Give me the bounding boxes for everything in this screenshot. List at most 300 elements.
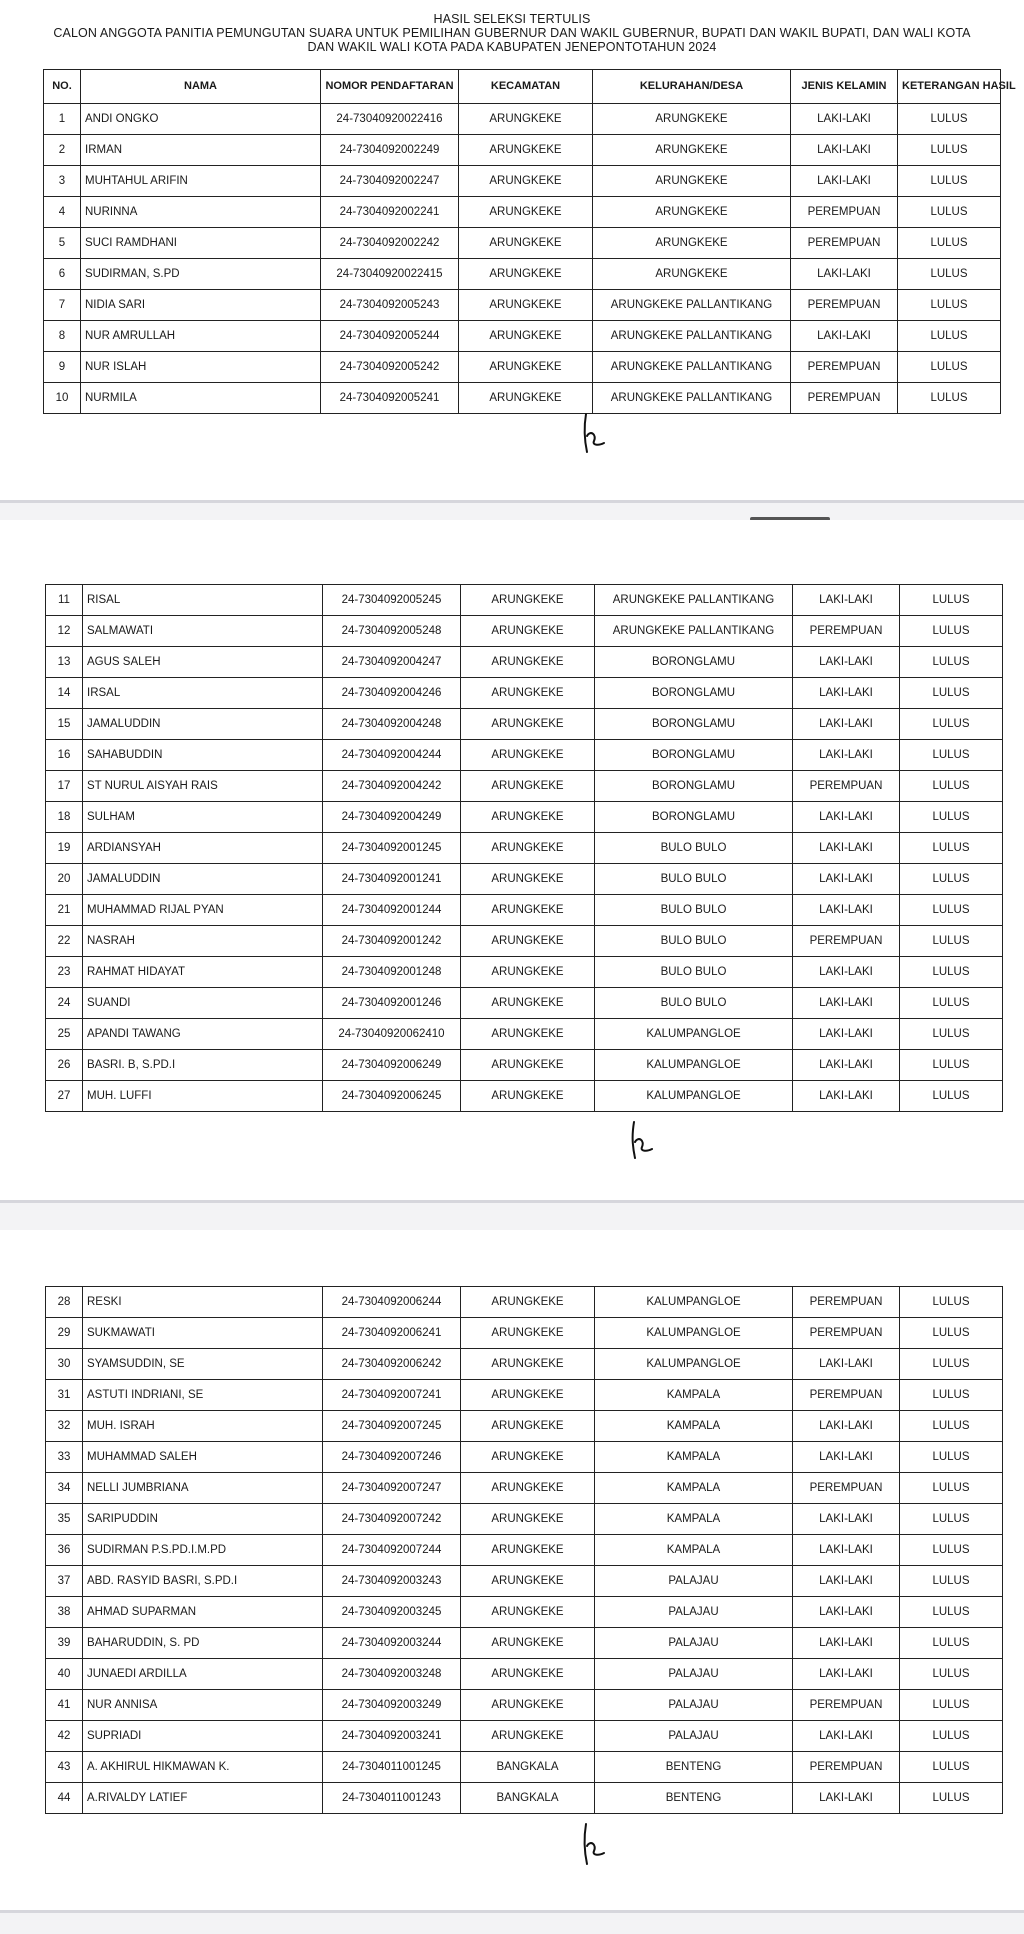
table-row [44,197,1001,228]
initial-signature-3 [580,1822,610,1868]
cell-no: 27 [46,1081,83,1112]
cell-nama: IRSAL [83,678,323,709]
cell-keterangan-hasil: LULUS [900,1690,1003,1721]
cell-nama: JAMALUDDIN [83,864,323,895]
cell-kelurahan-desa: BORONGLAMU [595,678,793,709]
cell-jenis-kelamin: LAKI-LAKI [793,1504,900,1535]
cell-nama: SUKMAWATI [83,1318,323,1349]
cell-no: 16 [46,740,83,771]
cell-kecamatan: ARUNGKEKE [461,1597,595,1628]
document-page-2 [0,520,1024,1200]
cell-kecamatan: ARUNGKEKE [461,1535,595,1566]
cell-nama: NIDIA SARI [81,290,321,321]
cell-nama: MUHAMMAD RIJAL PYAN [83,895,323,926]
cell-nomor-pendaftaran: 24-7304092001245 [323,833,461,864]
cell-nama: ASTUTI INDRIANI, SE [83,1380,323,1411]
cell-jenis-kelamin: LAKI-LAKI [793,957,900,988]
cell-no: 14 [46,678,83,709]
cell-jenis-kelamin: PEREMPUAN [793,1690,900,1721]
cell-jenis-kelamin: LAKI-LAKI [793,585,900,616]
cell-no: 30 [46,1349,83,1380]
cell-no: 10 [44,383,81,414]
cell-keterangan-hasil: LULUS [900,895,1003,926]
cell-kecamatan: ARUNGKEKE [459,104,593,135]
col-header-kecamatan: KECAMATAN [459,70,593,104]
cell-no: 33 [46,1442,83,1473]
cell-keterangan-hasil: LULUS [900,1659,1003,1690]
cell-keterangan-hasil: LULUS [900,647,1003,678]
cell-nomor-pendaftaran: 24-7304092003248 [323,1659,461,1690]
cell-kecamatan: ARUNGKEKE [459,166,593,197]
table-row [46,1019,1003,1050]
cell-jenis-kelamin: LAKI-LAKI [793,1783,900,1814]
cell-nama: AGUS SALEH [83,647,323,678]
cell-jenis-kelamin: LAKI-LAKI [793,678,900,709]
cell-nomor-pendaftaran: 24-7304092006242 [323,1349,461,1380]
cell-no: 28 [46,1287,83,1318]
table-row [46,1535,1003,1566]
cell-no: 22 [46,926,83,957]
cell-no: 15 [46,709,83,740]
cell-jenis-kelamin: PEREMPUAN [793,1473,900,1504]
cell-nama: JAMALUDDIN [83,709,323,740]
col-header-nomor-pendaftaran: NOMOR PENDAFTARAN [321,70,459,104]
cell-nomor-pendaftaran: 24-7304092003245 [323,1597,461,1628]
cell-nomor-pendaftaran: 24-7304092003243 [323,1566,461,1597]
document-header [0,12,1024,54]
cell-kelurahan-desa: KALUMPANGLOE [595,1287,793,1318]
cell-nama: ABD. RASYID BASRI, S.PD.I [83,1566,323,1597]
table-header-row [44,70,1001,104]
cell-nomor-pendaftaran: 24-7304092004248 [323,709,461,740]
cell-keterangan-hasil: LULUS [898,135,1001,166]
cell-kecamatan: ARUNGKEKE [459,197,593,228]
cell-kelurahan-desa: BULO BULO [595,988,793,1019]
cell-kecamatan: ARUNGKEKE [459,259,593,290]
cell-jenis-kelamin: LAKI-LAKI [793,1659,900,1690]
cell-kelurahan-desa: ARUNGKEKE PALLANTIKANG [593,321,791,352]
cell-kelurahan-desa: KALUMPANGLOE [595,1050,793,1081]
cell-no: 36 [46,1535,83,1566]
cell-no: 31 [46,1380,83,1411]
col-header-no: NO. [44,70,81,104]
cell-nama: NASRAH [83,926,323,957]
cell-kelurahan-desa: BULO BULO [595,833,793,864]
cell-jenis-kelamin: LAKI-LAKI [791,135,898,166]
table-row [46,833,1003,864]
cell-jenis-kelamin: LAKI-LAKI [793,1566,900,1597]
cell-no: 25 [46,1019,83,1050]
table-row [46,1050,1003,1081]
cell-nomor-pendaftaran: 24-7304092001241 [323,864,461,895]
cell-nama: BAHARUDDIN, S. PD [83,1628,323,1659]
cell-keterangan-hasil: LULUS [900,1535,1003,1566]
cell-nama: SARIPUDDIN [83,1504,323,1535]
cell-jenis-kelamin: LAKI-LAKI [793,988,900,1019]
table-row [46,864,1003,895]
results-table-page-3 [45,1286,1003,1814]
cell-no: 19 [46,833,83,864]
cell-nomor-pendaftaran: 24-7304092001248 [323,957,461,988]
cell-keterangan-hasil: LULUS [900,1349,1003,1380]
cell-nama: NURINNA [81,197,321,228]
cell-no: 29 [46,1318,83,1349]
cell-kelurahan-desa: ARUNGKEKE [593,135,791,166]
cell-keterangan-hasil: LULUS [900,802,1003,833]
table-row [46,585,1003,616]
cell-nama: MUHTAHUL ARIFIN [81,166,321,197]
cell-kelurahan-desa: BORONGLAMU [595,740,793,771]
table-row [44,104,1001,135]
cell-kecamatan: ARUNGKEKE [461,1349,595,1380]
cell-keterangan-hasil: LULUS [898,383,1001,414]
cell-kecamatan: ARUNGKEKE [461,1019,595,1050]
cell-nomor-pendaftaran: 24-7304092007242 [323,1504,461,1535]
cell-keterangan-hasil: LULUS [900,1318,1003,1349]
cell-no: 41 [46,1690,83,1721]
cell-jenis-kelamin: LAKI-LAKI [793,1597,900,1628]
cell-kelurahan-desa: ARUNGKEKE PALLANTIKANG [595,585,793,616]
results-table-page-2 [45,584,1003,1112]
cell-nomor-pendaftaran: 24-7304092004246 [323,678,461,709]
cell-kelurahan-desa: KALUMPANGLOE [595,1081,793,1112]
cell-no: 20 [46,864,83,895]
cell-kecamatan: ARUNGKEKE [461,1318,595,1349]
cell-keterangan-hasil: LULUS [900,1411,1003,1442]
cell-nomor-pendaftaran: 24-73040920062410 [323,1019,461,1050]
cell-keterangan-hasil: LULUS [898,197,1001,228]
cell-kecamatan: ARUNGKEKE [459,352,593,383]
cell-no: 26 [46,1050,83,1081]
cell-nomor-pendaftaran: 24-7304092005243 [321,290,459,321]
cell-jenis-kelamin: LAKI-LAKI [793,895,900,926]
cell-jenis-kelamin: LAKI-LAKI [791,166,898,197]
cell-keterangan-hasil: LULUS [900,1752,1003,1783]
page-gap-3 [0,1910,1024,1934]
table-row [46,895,1003,926]
cell-nomor-pendaftaran: 24-7304092004244 [323,740,461,771]
cell-kecamatan: ARUNGKEKE [461,616,595,647]
table-row [46,1318,1003,1349]
cell-nomor-pendaftaran: 24-7304092005245 [323,585,461,616]
cell-kelurahan-desa: KAMPALA [595,1411,793,1442]
cell-kelurahan-desa: PALAJAU [595,1721,793,1752]
cell-jenis-kelamin: LAKI-LAKI [793,1050,900,1081]
cell-kelurahan-desa: ARUNGKEKE [593,228,791,259]
cell-nama: RAHMAT HIDAYAT [83,957,323,988]
cell-nama: SUPRIADI [83,1721,323,1752]
cell-keterangan-hasil: LULUS [900,585,1003,616]
cell-nomor-pendaftaran: 24-7304092006241 [323,1318,461,1349]
cell-nomor-pendaftaran: 24-7304092003241 [323,1721,461,1752]
cell-nomor-pendaftaran: 24-7304092002249 [321,135,459,166]
cell-keterangan-hasil: LULUS [900,1081,1003,1112]
cell-jenis-kelamin: LAKI-LAKI [793,1442,900,1473]
cell-kecamatan: ARUNGKEKE [461,864,595,895]
cell-nama: RESKI [83,1287,323,1318]
cell-kelurahan-desa: PALAJAU [595,1628,793,1659]
cell-jenis-kelamin: LAKI-LAKI [793,1535,900,1566]
cell-kelurahan-desa: BORONGLAMU [595,771,793,802]
table-row [46,1504,1003,1535]
cell-jenis-kelamin: LAKI-LAKI [793,1019,900,1050]
cell-keterangan-hasil: LULUS [900,864,1003,895]
cell-kecamatan: ARUNGKEKE [461,1050,595,1081]
cell-kelurahan-desa: BORONGLAMU [595,647,793,678]
cell-nomor-pendaftaran: 24-7304092001246 [323,988,461,1019]
cell-no: 37 [46,1566,83,1597]
col-header-nama: NAMA [81,70,321,104]
cell-no: 40 [46,1659,83,1690]
table-row [46,616,1003,647]
cell-no: 34 [46,1473,83,1504]
cell-kelurahan-desa: PALAJAU [595,1597,793,1628]
cell-kecamatan: ARUNGKEKE [461,895,595,926]
cell-nama: ST NURUL AISYAH RAIS [83,771,323,802]
cell-nama: ANDI ONGKO [81,104,321,135]
cell-kecamatan: ARUNGKEKE [459,135,593,166]
cell-kelurahan-desa: KALUMPANGLOE [595,1349,793,1380]
cell-jenis-kelamin: LAKI-LAKI [793,709,900,740]
table-row [44,228,1001,259]
cell-nomor-pendaftaran: 24-7304092007246 [323,1442,461,1473]
page-gap-1 [0,500,1024,520]
cell-kecamatan: ARUNGKEKE [461,988,595,1019]
cell-keterangan-hasil: LULUS [900,1783,1003,1814]
cell-nama: MUH. ISRAH [83,1411,323,1442]
cell-keterangan-hasil: LULUS [900,709,1003,740]
cell-kelurahan-desa: PALAJAU [595,1566,793,1597]
cell-keterangan-hasil: LULUS [900,1566,1003,1597]
cell-nama: JUNAEDI ARDILLA [83,1659,323,1690]
cell-nama: BASRI. B, S.PD.I [83,1050,323,1081]
cell-nomor-pendaftaran: 24-7304092001242 [323,926,461,957]
cell-nomor-pendaftaran: 24-7304092005241 [321,383,459,414]
cell-kecamatan: ARUNGKEKE [461,1659,595,1690]
cell-nama: NURMILA [81,383,321,414]
cell-kecamatan: ARUNGKEKE [461,1442,595,1473]
col-header-kelurahan-desa: KELURAHAN/DESA [593,70,791,104]
cell-no: 9 [44,352,81,383]
initial-signature-2 [628,1120,658,1162]
cell-nama: SUANDI [83,988,323,1019]
cell-jenis-kelamin: PEREMPUAN [791,352,898,383]
cell-nama: RISAL [83,585,323,616]
cell-keterangan-hasil: LULUS [900,771,1003,802]
cell-nama: SUCI RAMDHANI [81,228,321,259]
cell-nomor-pendaftaran: 24-7304092006245 [323,1081,461,1112]
table-row [46,957,1003,988]
cell-keterangan-hasil: LULUS [900,957,1003,988]
document-subtitle-line-2: DAN WAKIL WALI KOTA PADA KABUPATEN JENEPONTOTAHUN 2024 [307,40,717,54]
col-header-jenis-kelamin: JENIS KELAMIN [791,70,898,104]
table-row [44,290,1001,321]
cell-kelurahan-desa: ARUNGKEKE PALLANTIKANG [593,352,791,383]
cell-nomor-pendaftaran: 24-7304092006244 [323,1287,461,1318]
cell-keterangan-hasil: LULUS [900,1721,1003,1752]
cell-kelurahan-desa: KAMPALA [595,1380,793,1411]
cell-jenis-kelamin: PEREMPUAN [793,1318,900,1349]
cell-no: 21 [46,895,83,926]
table-row [46,1659,1003,1690]
cell-keterangan-hasil: LULUS [900,1287,1003,1318]
cell-nama: SAHABUDDIN [83,740,323,771]
cell-jenis-kelamin: LAKI-LAKI [793,1628,900,1659]
table-row [44,135,1001,166]
cell-kecamatan: ARUNGKEKE [461,585,595,616]
cell-kecamatan: ARUNGKEKE [459,228,593,259]
cell-nomor-pendaftaran: 24-7304092004242 [323,771,461,802]
cell-nomor-pendaftaran: 24-7304092007241 [323,1380,461,1411]
table-row [44,259,1001,290]
cell-no: 12 [46,616,83,647]
cell-kecamatan: ARUNGKEKE [461,802,595,833]
cell-keterangan-hasil: LULUS [900,926,1003,957]
table-row [46,926,1003,957]
table-row [46,1690,1003,1721]
cell-no: 8 [44,321,81,352]
cell-nama: AHMAD SUPARMAN [83,1597,323,1628]
cell-jenis-kelamin: PEREMPUAN [793,1287,900,1318]
cell-nama: IRMAN [81,135,321,166]
cell-kecamatan: ARUNGKEKE [461,1081,595,1112]
table-row [46,1721,1003,1752]
cell-nama: A.RIVALDY LATIEF [83,1783,323,1814]
cell-keterangan-hasil: LULUS [898,166,1001,197]
cell-kecamatan: ARUNGKEKE [461,1287,595,1318]
table-row [46,1566,1003,1597]
document-page-3 [0,1230,1024,1910]
cell-nomor-pendaftaran: 24-7304092002241 [321,197,459,228]
cell-keterangan-hasil: LULUS [898,228,1001,259]
table-row [46,1287,1003,1318]
cell-kelurahan-desa: KAMPALA [595,1442,793,1473]
cell-jenis-kelamin: PEREMPUAN [791,197,898,228]
cell-kelurahan-desa: ARUNGKEKE [593,104,791,135]
cell-kelurahan-desa: ARUNGKEKE PALLANTIKANG [593,290,791,321]
cell-keterangan-hasil: LULUS [900,1628,1003,1659]
table-row [46,771,1003,802]
table-row [46,647,1003,678]
cell-keterangan-hasil: LULUS [900,988,1003,1019]
cell-jenis-kelamin: LAKI-LAKI [793,864,900,895]
cell-nama: NUR ANNISA [83,1690,323,1721]
table-row [46,988,1003,1019]
cell-no: 3 [44,166,81,197]
cell-no: 13 [46,647,83,678]
cell-jenis-kelamin: PEREMPUAN [793,616,900,647]
cell-kecamatan: ARUNGKEKE [461,1721,595,1752]
cell-kelurahan-desa: ARUNGKEKE [593,197,791,228]
cell-nama: ARDIANSYAH [83,833,323,864]
cell-no: 6 [44,259,81,290]
cell-nomor-pendaftaran: 24-7304092003244 [323,1628,461,1659]
cell-nomor-pendaftaran: 24-7304092004249 [323,802,461,833]
cell-kelurahan-desa: ARUNGKEKE PALLANTIKANG [593,383,791,414]
cell-keterangan-hasil: LULUS [900,616,1003,647]
cell-kelurahan-desa: PALAJAU [595,1659,793,1690]
cell-kecamatan: ARUNGKEKE [461,1473,595,1504]
cell-jenis-kelamin: LAKI-LAKI [793,1721,900,1752]
table-row [46,740,1003,771]
cell-jenis-kelamin: PEREMPUAN [791,383,898,414]
cell-nama: SYAMSUDDIN, SE [83,1349,323,1380]
cell-kelurahan-desa: BULO BULO [595,864,793,895]
cell-keterangan-hasil: LULUS [900,740,1003,771]
table-row [46,709,1003,740]
cell-kecamatan: ARUNGKEKE [461,709,595,740]
cell-no: 17 [46,771,83,802]
cell-nama: MUHAMMAD SALEH [83,1442,323,1473]
cell-jenis-kelamin: LAKI-LAKI [793,647,900,678]
table-row [46,1783,1003,1814]
table-row [46,1380,1003,1411]
cell-no: 23 [46,957,83,988]
cell-no: 35 [46,1504,83,1535]
cell-nomor-pendaftaran: 24-7304092005244 [321,321,459,352]
cell-nama: SUDIRMAN, S.PD [81,259,321,290]
cell-kelurahan-desa: ARUNGKEKE [593,259,791,290]
cell-kelurahan-desa: ARUNGKEKE PALLANTIKANG [595,616,793,647]
cell-kelurahan-desa: PALAJAU [595,1690,793,1721]
cell-no: 4 [44,197,81,228]
cell-jenis-kelamin: PEREMPUAN [793,926,900,957]
table-row [44,383,1001,414]
cell-jenis-kelamin: PEREMPUAN [793,1752,900,1783]
cell-no: 32 [46,1411,83,1442]
cell-kelurahan-desa: KALUMPANGLOE [595,1318,793,1349]
cell-kecamatan: ARUNGKEKE [461,1504,595,1535]
table-row [44,321,1001,352]
cell-kecamatan: ARUNGKEKE [461,1380,595,1411]
table-row [44,352,1001,383]
table-row [46,1349,1003,1380]
cell-nama: SUDIRMAN P.S.PD.I.M.PD [83,1535,323,1566]
cell-kelurahan-desa: ARUNGKEKE [593,166,791,197]
cell-jenis-kelamin: LAKI-LAKI [791,321,898,352]
cell-kelurahan-desa: KALUMPANGLOE [595,1019,793,1050]
table-row [44,166,1001,197]
col-header-keterangan-hasil: KETERANGAN HASIL [898,70,1001,104]
cell-keterangan-hasil: LULUS [898,259,1001,290]
document-subtitle-line-1: CALON ANGGOTA PANITIA PEMUNGUTAN SUARA UNTUK PEMILIHAN GUBERNUR DAN WAKIL GUBERNUR, BUPATI DAN WAKIL BUPATI, DAN WALI KOTA [53,26,971,40]
cell-nomor-pendaftaran: 24-7304011001243 [323,1783,461,1814]
cell-keterangan-hasil: LULUS [900,1504,1003,1535]
cell-keterangan-hasil: LULUS [900,1019,1003,1050]
cell-kecamatan: ARUNGKEKE [461,678,595,709]
table-row [46,1628,1003,1659]
cell-kecamatan: ARUNGKEKE [461,1690,595,1721]
table-row [46,1752,1003,1783]
cell-nama: SULHAM [83,802,323,833]
cell-no: 7 [44,290,81,321]
cell-nama: NUR ISLAH [81,352,321,383]
cell-kelurahan-desa: KAMPALA [595,1504,793,1535]
cell-keterangan-hasil: LULUS [898,321,1001,352]
cell-no: 11 [46,585,83,616]
cell-nomor-pendaftaran: 24-7304092007247 [323,1473,461,1504]
cell-kelurahan-desa: BENTENG [595,1752,793,1783]
cell-nomor-pendaftaran: 24-7304092005248 [323,616,461,647]
cell-nomor-pendaftaran: 24-7304092007245 [323,1411,461,1442]
cell-jenis-kelamin: LAKI-LAKI [791,104,898,135]
document-page-1 [0,0,1024,500]
cell-nomor-pendaftaran: 24-7304092004247 [323,647,461,678]
cell-jenis-kelamin: PEREMPUAN [793,1380,900,1411]
cell-kecamatan: ARUNGKEKE [461,1566,595,1597]
cell-jenis-kelamin: LAKI-LAKI [793,833,900,864]
cell-nomor-pendaftaran: 24-7304092001244 [323,895,461,926]
